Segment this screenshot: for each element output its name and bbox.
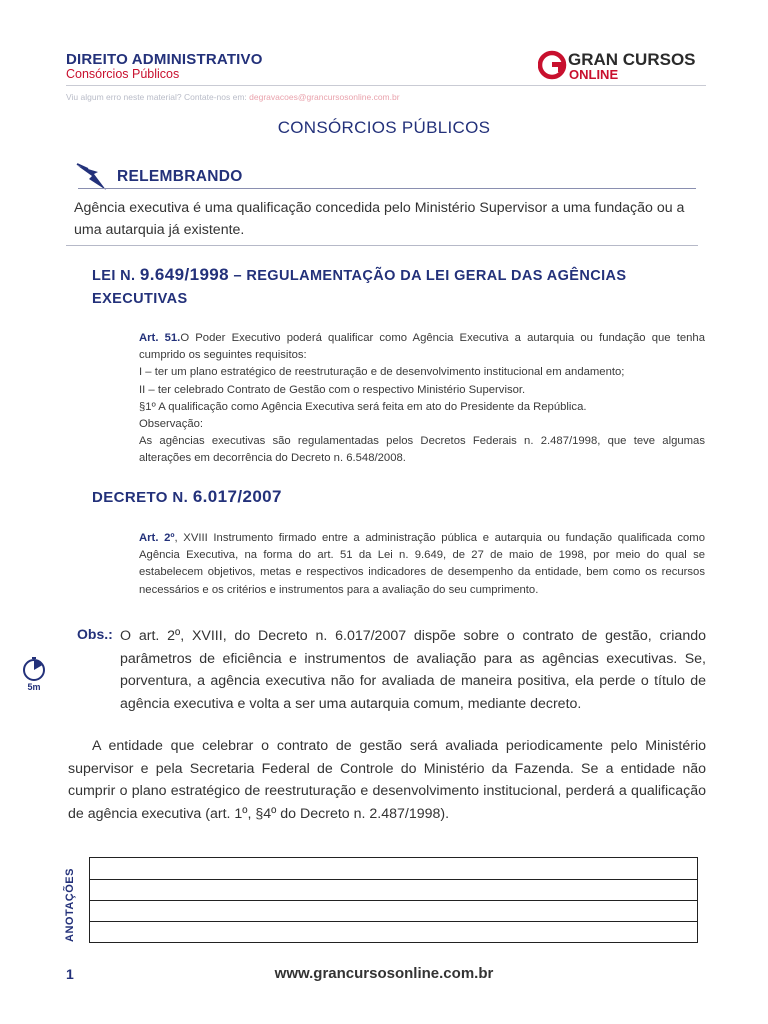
page-title: CONSÓRCIOS PÚBLICOS: [277, 118, 491, 137]
obs-text: O art. 2º, XVIII, do Decreto n. 6.017/2007 dispõe sobre o contrato de gestão, criando parâmetros de eficiência e instrumentos de avaliação para as agências executivas. Se, porventura, a agência executiva não for avaliada de maneira positiva, ela perde o título de agência executiva e volta a ser uma autarquia comum, mediante decreto.: [120, 628, 706, 712]
lei-art51: [139, 330, 705, 364]
lei-art-ref: Art. 51.: [139, 332, 181, 344]
decreto-heading-prefix: DECRETO N.: [92, 489, 193, 506]
lei-observacao-text: As agências executivas são regulamentadas pelos Decretos Federais n. 2.487/1998, que teve algumas alterações em decorrência do Decreto n. 6.548/2008.: [139, 435, 705, 465]
error-notice: [66, 92, 400, 102]
header-subtitle: Consórcios Públicos: [66, 67, 180, 81]
lei-heading: [92, 263, 692, 311]
decreto-heading: [92, 487, 282, 507]
lei-quote-block: [139, 330, 705, 468]
lei-item-1: I – ter um plano estratégico de reestruturação e de desenvolvimento institucional em andamento;: [139, 366, 625, 379]
error-notice-email[interactable]: degravacoes@grancursosonline.com.br: [249, 92, 400, 102]
decreto-art-ref: Art. 2º: [139, 532, 175, 544]
obs-label: Obs.:: [77, 626, 113, 642]
header-divider: [66, 85, 706, 86]
header-title: DIREITO ADMINISTRATIVO: [66, 51, 263, 68]
error-notice-text: Viu algum erro neste material? Contate-nos em:: [66, 92, 250, 102]
decreto-heading-number: 6.017/2007: [192, 487, 282, 506]
lei-observacao-label: Observação:: [139, 418, 204, 431]
lei-art-text: O Poder Executivo poderá qualificar como Agência Executiva a autarquia ou fundação que tenha cumprido os seguintes requisitos:: [139, 332, 705, 362]
relembrando-bottom-divider: [66, 245, 698, 246]
logo-text: GRAN CURSOS: [568, 50, 696, 69]
timer-label: 5m: [27, 682, 41, 692]
decreto-art-text: , XVIII Instrumento firmado entre a administração pública e autarquia ou fundação qualificada como Agência Executiva, na forma do art. 51 da Lei n. 9.649, de 27 de maio de 1998, por meio do qual se estabelecem objetivos, metas e respectivos indicadores de desempenho da entidade, bem como os recursos necessários e os critérios e instrumentos para a avaliação do seu cumprimento.: [139, 532, 705, 596]
lei-item-2: II – ter celebrado Contrato de Gestão com o respectivo Ministério Supervisor.: [139, 383, 526, 396]
notes-line: [90, 900, 697, 901]
relembrando-text: Agência executiva é uma qualificação concedida pelo Ministério Supervisor a uma fundação ou a uma autarquia já existente.: [74, 200, 685, 238]
notes-line: [90, 921, 697, 922]
decreto-quote-block: [139, 530, 705, 599]
lei-heading-rest: – REGULAMENTAÇÃO DA LEI GERAL DAS AGÊNCIAS EXECUTIVAS: [92, 268, 627, 307]
notes-label: ANOTAÇÕES: [64, 868, 76, 942]
lei-paragraph-1: §1º A qualificação como Agência Executiva será feita em ato do Presidente da República.: [139, 400, 587, 413]
body-paragraph: A entidade que celebrar o contrato de gestão será avaliada periodicamente pelo Ministério supervisor e pela Secretaria Federal de Controle do Ministério da Fazenda. Se a entidade não cumprir o plano estratégico de reestruturação e desenvolvimento institucional, perderá a qualificação de agência executiva (art. 1º, §4º do Decreto n. 2.487/1998).: [68, 738, 706, 822]
relembrando-divider: [78, 188, 696, 189]
notes-label-wrapper: [50, 866, 90, 944]
gran-cursos-logo: [538, 48, 708, 82]
lei-heading-number: 9.649/1998: [139, 265, 230, 284]
lei-heading-prefix: LEI N.: [92, 268, 140, 284]
notes-line: [90, 879, 697, 880]
footer-url[interactable]: www.grancursosonline.com.br: [274, 965, 494, 982]
relembrando-label: RELEMBRANDO: [117, 168, 243, 185]
timer-icon: [22, 657, 46, 681]
logo-subtext: ONLINE: [569, 67, 619, 82]
notes-box[interactable]: [89, 857, 698, 943]
page-number: 1: [66, 966, 74, 982]
